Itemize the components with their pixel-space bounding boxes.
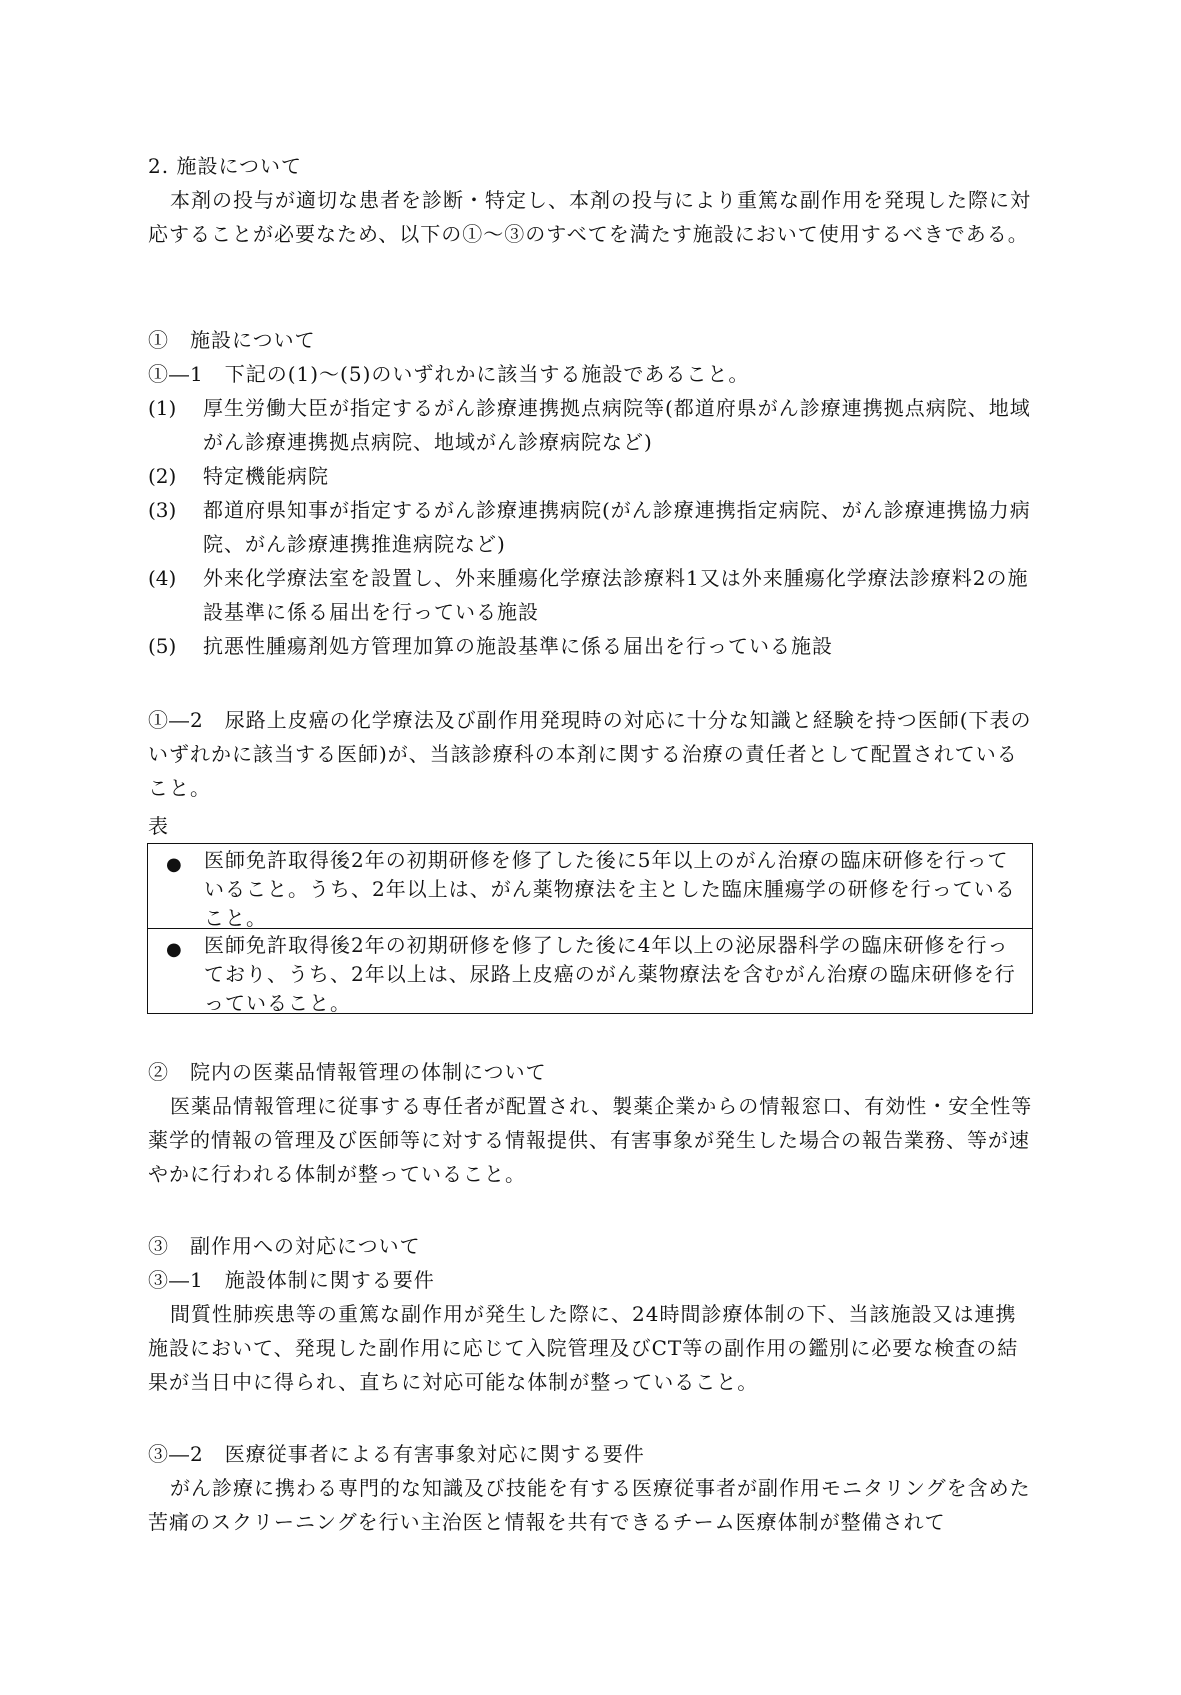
- table-row: [148, 929, 1033, 1014]
- facility-sub2-paragraph: ①―2 尿路上皮癌の化学療法及び副作用発現時の対応に十分な知識と経験を持つ医師(下表のいずれかに該当する医師)が、当該診療科の本剤に関する治療の責任者として配置されていること。: [148, 708, 1032, 800]
- section-title: 2. 施設について: [148, 154, 303, 178]
- item-text: 特定機能病院: [203, 464, 329, 488]
- drug-info-heading: ② 院内の医薬品情報管理の体制について: [148, 1060, 547, 1084]
- item-number: (2): [148, 464, 177, 488]
- physician-requirements-table: [147, 843, 1033, 1014]
- table-row: [148, 844, 1033, 929]
- table-cell-text: 医師免許取得後2年の初期研修を修了した後に5年以上のがん治療の臨床研修を行っていること。うち、2年以上は、がん薬物療法を主とした臨床腫瘍学の研修を行っていること。: [204, 848, 1016, 930]
- adverse-sub1-paragraph: 間質性肺疾患等の重篤な副作用が発生した際に、24時間診療体制の下、当該施設又は連携施設において、発現した副作用に応じて入院管理及びCT等の副作用の鑑別に必要な検査の結果が当日中に得られ、直ちに対応可能な体制が整っていること。: [148, 1302, 1019, 1394]
- intro-paragraph: 本剤の投与が適切な患者を診断・特定し、本剤の投与により重篤な副作用を発現した際に対応することが必要なため、以下の①～③のすべてを満たす施設において使用するべきである。: [148, 188, 1031, 246]
- item-text: 外来化学療法室を設置し、外来腫瘍化学療法診療料1又は外来腫瘍化学療法診療料2の施設基準に係る届出を行っている施設: [203, 566, 1029, 624]
- item-number: (1): [148, 396, 177, 420]
- bullet-icon: ●: [166, 939, 182, 960]
- facility-heading: ① 施設について: [148, 328, 316, 352]
- item-text: 厚生労働大臣が指定するがん診療連携拠点病院等(都道府県がん診療連携拠点病院、地域がん診療連携拠点病院、地域がん診療病院など): [203, 396, 1031, 454]
- item-number: (4): [148, 566, 177, 590]
- adverse-sub2-heading: ③―2 医療従事者による有害事象対応に関する要件: [148, 1442, 645, 1466]
- adverse-sub1-heading: ③―1 施設体制に関する要件: [148, 1268, 435, 1292]
- item-number: (3): [148, 498, 177, 522]
- item-number: (5): [148, 634, 177, 658]
- table-cell-text: 医師免許取得後2年の初期研修を修了した後に4年以上の泌尿器科学の臨床研修を行っており、うち、2年以上は、尿路上皮癌のがん薬物療法を含むがん治療の臨床研修を行っていること。: [204, 933, 1016, 1015]
- item-text: 都道府県知事が指定するがん診療連携病院(がん診療連携指定病院、がん診療連携協力病院、がん診療連携推進病院など): [203, 498, 1031, 556]
- item-text: 抗悪性腫瘍剤処方管理加算の施設基準に係る届出を行っている施設: [203, 634, 833, 658]
- bullet-icon: ●: [166, 854, 182, 875]
- table-label: 表: [148, 814, 169, 838]
- adverse-heading: ③ 副作用への対応について: [148, 1234, 421, 1258]
- drug-info-paragraph: 医薬品情報管理に従事する専任者が配置され、製薬企業からの情報窓口、有効性・安全性等薬学的情報の管理及び医師等に対する情報提供、有害事象が発生した場合の報告業務、等が速やかに行われる体制が整っていること。: [148, 1094, 1033, 1186]
- adverse-sub2-paragraph: がん診療に携わる専門的な知識及び技能を有する医療従事者が副作用モニタリングを含めた苦痛のスクリーニングを行い主治医と情報を共有できるチーム医療体制が整備されて: [148, 1476, 1031, 1534]
- facility-sub1-heading: ①―1 下記の(1)～(5)のいずれかに該当する施設であること。: [148, 362, 750, 386]
